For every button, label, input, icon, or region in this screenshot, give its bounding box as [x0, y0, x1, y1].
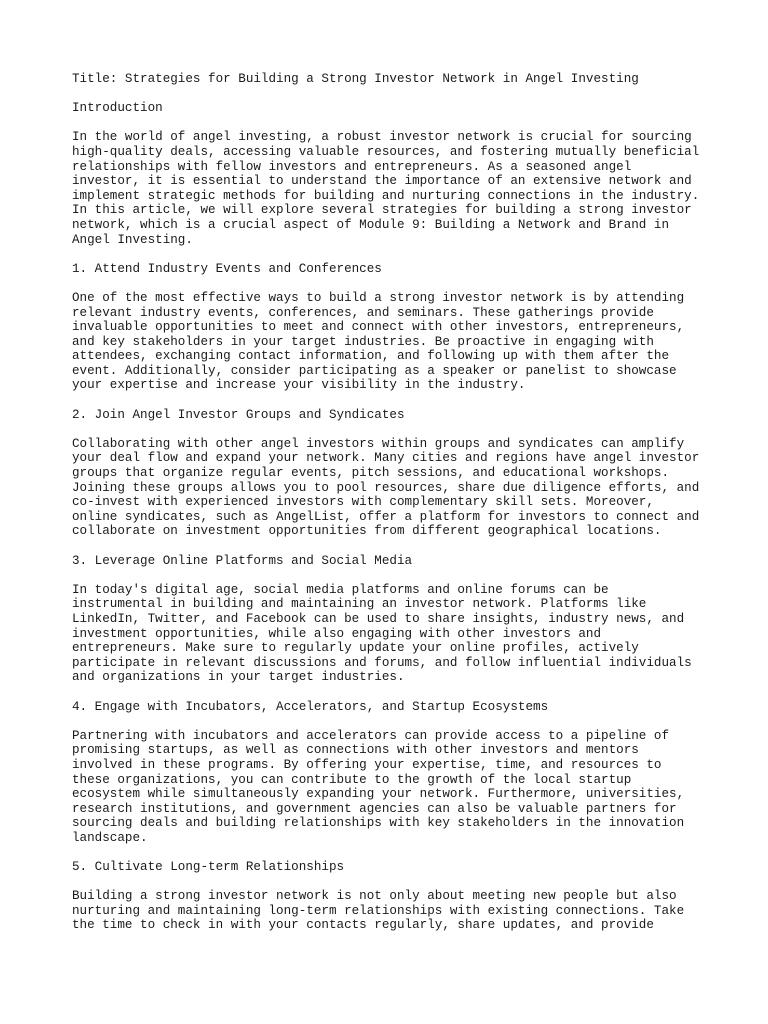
section-heading [72, 554, 712, 569]
text-line: attendees, exchanging contact information, and following up with them after the [72, 349, 670, 364]
text-line: co-invest with experienced investors with complementary skill sets. Moreover, [72, 495, 654, 510]
text-line: In today's digital age, social media platforms and online forums can be [72, 582, 609, 597]
text-line: nurturing and maintaining long-term relationships with existing connections. Take [72, 903, 685, 918]
text-line: collaborate on investment opportunities from different geographical locations. [72, 524, 662, 539]
text-line: Title: Strategies for Building a Strong Investor Network in Angel Investing [72, 72, 639, 86]
text-line: your deal flow and expand your network. Many cities and regions have angel investor [72, 451, 700, 466]
text-line: high-quality deals, accessing valuable resources, and fostering mutually beneficial [72, 144, 700, 159]
paragraph [72, 583, 712, 685]
paragraph-spacer [72, 685, 712, 700]
document-title [72, 72, 712, 87]
text-line: investor, it is essential to understand the importance of an extensive network and [72, 174, 692, 189]
section-heading [72, 262, 712, 277]
text-line: your expertise and increase your visibility in the industry. [72, 378, 526, 393]
text-line: investment opportunities, while also engaging with other investors and [72, 626, 602, 641]
text-line: Angel Investing. [72, 232, 193, 247]
section-heading [72, 700, 712, 715]
text-line: In the world of angel investing, a robust investor network is crucial for sourcing [72, 130, 692, 145]
text-line: event. Additionally, consider participating as a speaker or panelist to showcase [72, 363, 677, 378]
paragraph-spacer [72, 845, 712, 860]
text-line: and key stakeholders in your target industries. Be proactive in engaging with [72, 334, 654, 349]
text-line: In this article, we will explore several strategies for building a strong investor [72, 203, 692, 218]
paragraph [72, 729, 712, 846]
text-line: landscape. [72, 830, 148, 845]
text-line: involved in these programs. By offering your expertise, time, and resources to [72, 757, 662, 772]
paragraph-spacer [72, 568, 712, 583]
text-line: participate in relevant discussions and forums, and follow influential individuals [72, 655, 692, 670]
paragraph-spacer [72, 393, 712, 408]
text-line: and organizations in your target industries. [72, 670, 405, 685]
text-line: Joining these groups allows you to pool resources, share due diligence efforts, and [72, 480, 700, 495]
text-line: implement strategic methods for building and nurturing connections in the industry. [72, 188, 700, 203]
paragraph [72, 291, 712, 393]
text-line: groups that organize regular events, pitch sessions, and educational workshops. [72, 466, 670, 481]
text-line: network, which is a crucial aspect of Module 9: Building a Network and Brand in [72, 217, 670, 232]
paragraph [72, 889, 712, 933]
text-line: research institutions, and government agencies can also be valuable partners for [72, 801, 677, 816]
paragraph-spacer [72, 875, 712, 890]
text-line: One of the most effective ways to build a strong investor network is by attending [72, 290, 685, 305]
text-line: 4. Engage with Incubators, Accelerators, and Startup Ecosystems [72, 699, 549, 714]
section-heading [72, 101, 712, 116]
document-body [72, 72, 712, 933]
text-line: LinkedIn, Twitter, and Facebook can be used to share insights, industry news, and [72, 611, 685, 626]
text-line: Collaborating with other angel investors within groups and syndicates can amplify [72, 436, 685, 451]
text-line: Building a strong investor network is not only about meeting new people but also [72, 889, 677, 904]
text-line: 2. Join Angel Investor Groups and Syndicates [72, 407, 405, 422]
text-line: entrepreneurs. Make sure to regularly update your online profiles, actively [72, 641, 639, 656]
text-line: online syndicates, such as AngelList, offer a platform for investors to connect and [72, 509, 700, 524]
text-line: relevant industry events, conferences, and seminars. These gatherings provide [72, 305, 654, 320]
text-line: the time to check in with your contacts regularly, share updates, and provide [72, 918, 654, 933]
section-heading [72, 860, 712, 875]
paragraph-spacer [72, 87, 712, 102]
paragraph [72, 130, 712, 247]
text-line: sourcing deals and building relationships with key stakeholders in the innovation [72, 816, 685, 831]
text-line: these organizations, you can contribute to the growth of the local startup [72, 772, 632, 787]
paragraph-spacer [72, 116, 712, 131]
paragraph [72, 437, 712, 539]
text-line: Partnering with incubators and accelerators can provide access to a pipeline of [72, 728, 670, 743]
paragraph-spacer [72, 714, 712, 729]
text-line: promising startups, as well as connections with other investors and mentors [72, 743, 639, 758]
paragraph-spacer [72, 276, 712, 291]
paragraph-spacer [72, 539, 712, 554]
paragraph-spacer [72, 247, 712, 262]
text-line: Introduction [72, 101, 163, 116]
text-line: instrumental in building and maintaining an investor network. Platforms like [72, 597, 647, 612]
text-line: ecosystem while simultaneously expanding your network. Furthermore, universities, [72, 787, 685, 802]
text-line: 1. Attend Industry Events and Conferences [72, 261, 382, 276]
text-line: relationships with fellow investors and entrepreneurs. As a seasoned angel [72, 159, 632, 174]
text-line: 3. Leverage Online Platforms and Social Media [72, 553, 413, 568]
text-line: invaluable opportunities to meet and connect with other investors, entrepreneurs, [72, 320, 685, 335]
text-line: 5. Cultivate Long-term Relationships [72, 860, 345, 875]
section-heading [72, 408, 712, 423]
paragraph-spacer [72, 422, 712, 437]
